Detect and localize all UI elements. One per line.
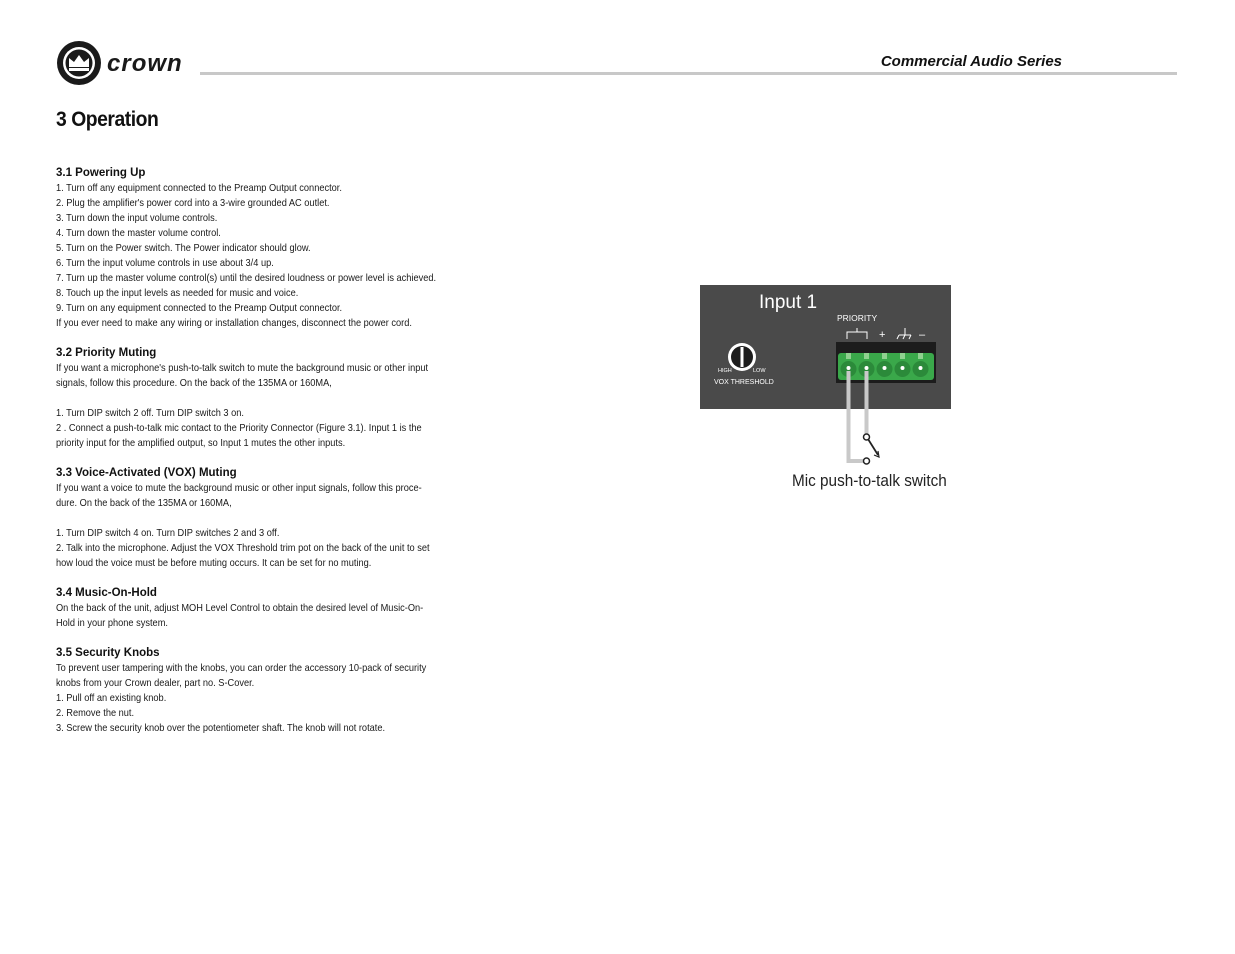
body-line: knobs from your Crown dealer, part no. S-Cover. xyxy=(56,677,255,689)
body-line: 9. Turn on any equipment connected to the Preamp Output connector. xyxy=(56,302,343,314)
push-to-talk-switch-icon xyxy=(864,434,880,464)
priority-label: PRIORITY xyxy=(837,313,878,323)
body-line: If you want a voice to mute the background music or other input signals, follow this proce- xyxy=(56,482,422,494)
page-title: 3 Operation xyxy=(56,108,159,131)
section xyxy=(56,646,476,736)
body-line: 8. Touch up the input levels as needed for music and voice. xyxy=(56,287,299,299)
body-line: If you ever need to make any wiring or installation changes, disconnect the power cord. xyxy=(56,317,412,329)
section xyxy=(56,166,476,331)
body-line: 2. Talk into the microphone. Adjust the VOX Threshold trim pot on the back of the unit to set xyxy=(56,542,430,554)
plus-label: + xyxy=(879,329,886,341)
section xyxy=(56,586,476,631)
body-line: 1. Turn off any equipment connected to the Preamp Output connector. xyxy=(56,182,342,194)
body-line: 7. Turn up the master volume control(s) until the desired loudness or power level is achieved. xyxy=(56,272,437,284)
section-heading: 3.2 Priority Muting xyxy=(56,347,157,359)
body-line: 2. Remove the nut. xyxy=(56,707,135,719)
knob-low-label: LOW xyxy=(753,368,766,374)
body-line: 1. Turn DIP switch 2 off. Turn DIP switch 3 on. xyxy=(56,407,244,419)
body-line: Hold in your phone system. xyxy=(56,617,168,629)
body-line: 6. Turn the input volume controls in use about 3/4 up. xyxy=(56,257,274,269)
body-line: 1. Pull off an existing knob. xyxy=(56,692,167,704)
body-line: priority input for the amplified output, so Input 1 mutes the other inputs. xyxy=(56,437,346,449)
series-title: Commercial Audio Series xyxy=(880,53,1062,70)
section xyxy=(56,346,476,451)
body-line: 2 . Connect a push-to-talk mic contact to the Priority Connector (Figure 3.1). Input 1 is the xyxy=(56,422,422,434)
knob-high-label: HIGH xyxy=(718,368,732,374)
panel-label: Input 1 xyxy=(759,292,818,313)
body-line: On the back of the unit, adjust MOH Level Control to obtain the desired level of Music-On- xyxy=(56,602,424,614)
crown-logo xyxy=(55,38,205,88)
section-heading: 3.1 Powering Up xyxy=(56,167,146,179)
section-heading: 3.3 Voice-Activated (VOX) Muting xyxy=(56,467,237,479)
body-line: 4. Turn down the master volume control. xyxy=(56,227,221,239)
body-line: 2. Plug the amplifier's power cord into a 3-wire grounded AC outlet. xyxy=(56,197,330,209)
body-line: To prevent user tampering with the knobs, you can order the accessory 10-pack of security xyxy=(56,662,427,674)
section-heading: 3.5 Security Knobs xyxy=(56,647,160,659)
body-line: 3. Turn down the input volume controls. xyxy=(56,212,218,224)
body-line: 3. Screw the security knob over the potentiometer shaft. The knob will not rotate. xyxy=(56,722,386,734)
body-line: 5. Turn on the Power switch. The Power indicator should glow. xyxy=(56,242,311,254)
minus-label: – xyxy=(919,329,926,341)
body-line: dure. On the back of the 135MA or 160MA, xyxy=(56,497,232,509)
section xyxy=(56,466,476,571)
body-line: how loud the voice must be before muting occurs. It can be set for no muting. xyxy=(56,557,372,569)
body-line: signals, follow this procedure. On the back of the 135MA or 160MA, xyxy=(56,377,332,389)
body-line xyxy=(56,511,470,526)
main-content xyxy=(56,166,476,751)
header-rule xyxy=(200,72,1177,75)
brand-wordmark: crown xyxy=(107,50,183,77)
priority-connector xyxy=(836,342,936,383)
figure-caption: Mic push-to-talk switch xyxy=(792,471,947,490)
section-heading: 3.4 Music-On-Hold xyxy=(56,587,157,599)
body-line xyxy=(56,391,470,406)
knob-label: VOX THRESHOLD xyxy=(714,379,774,386)
body-line: 1. Turn DIP switch 4 on. Turn DIP switches 2 and 3 off. xyxy=(56,527,280,539)
body-line: If you want a microphone's push-to-talk switch to mute the background music or other input xyxy=(56,362,429,374)
